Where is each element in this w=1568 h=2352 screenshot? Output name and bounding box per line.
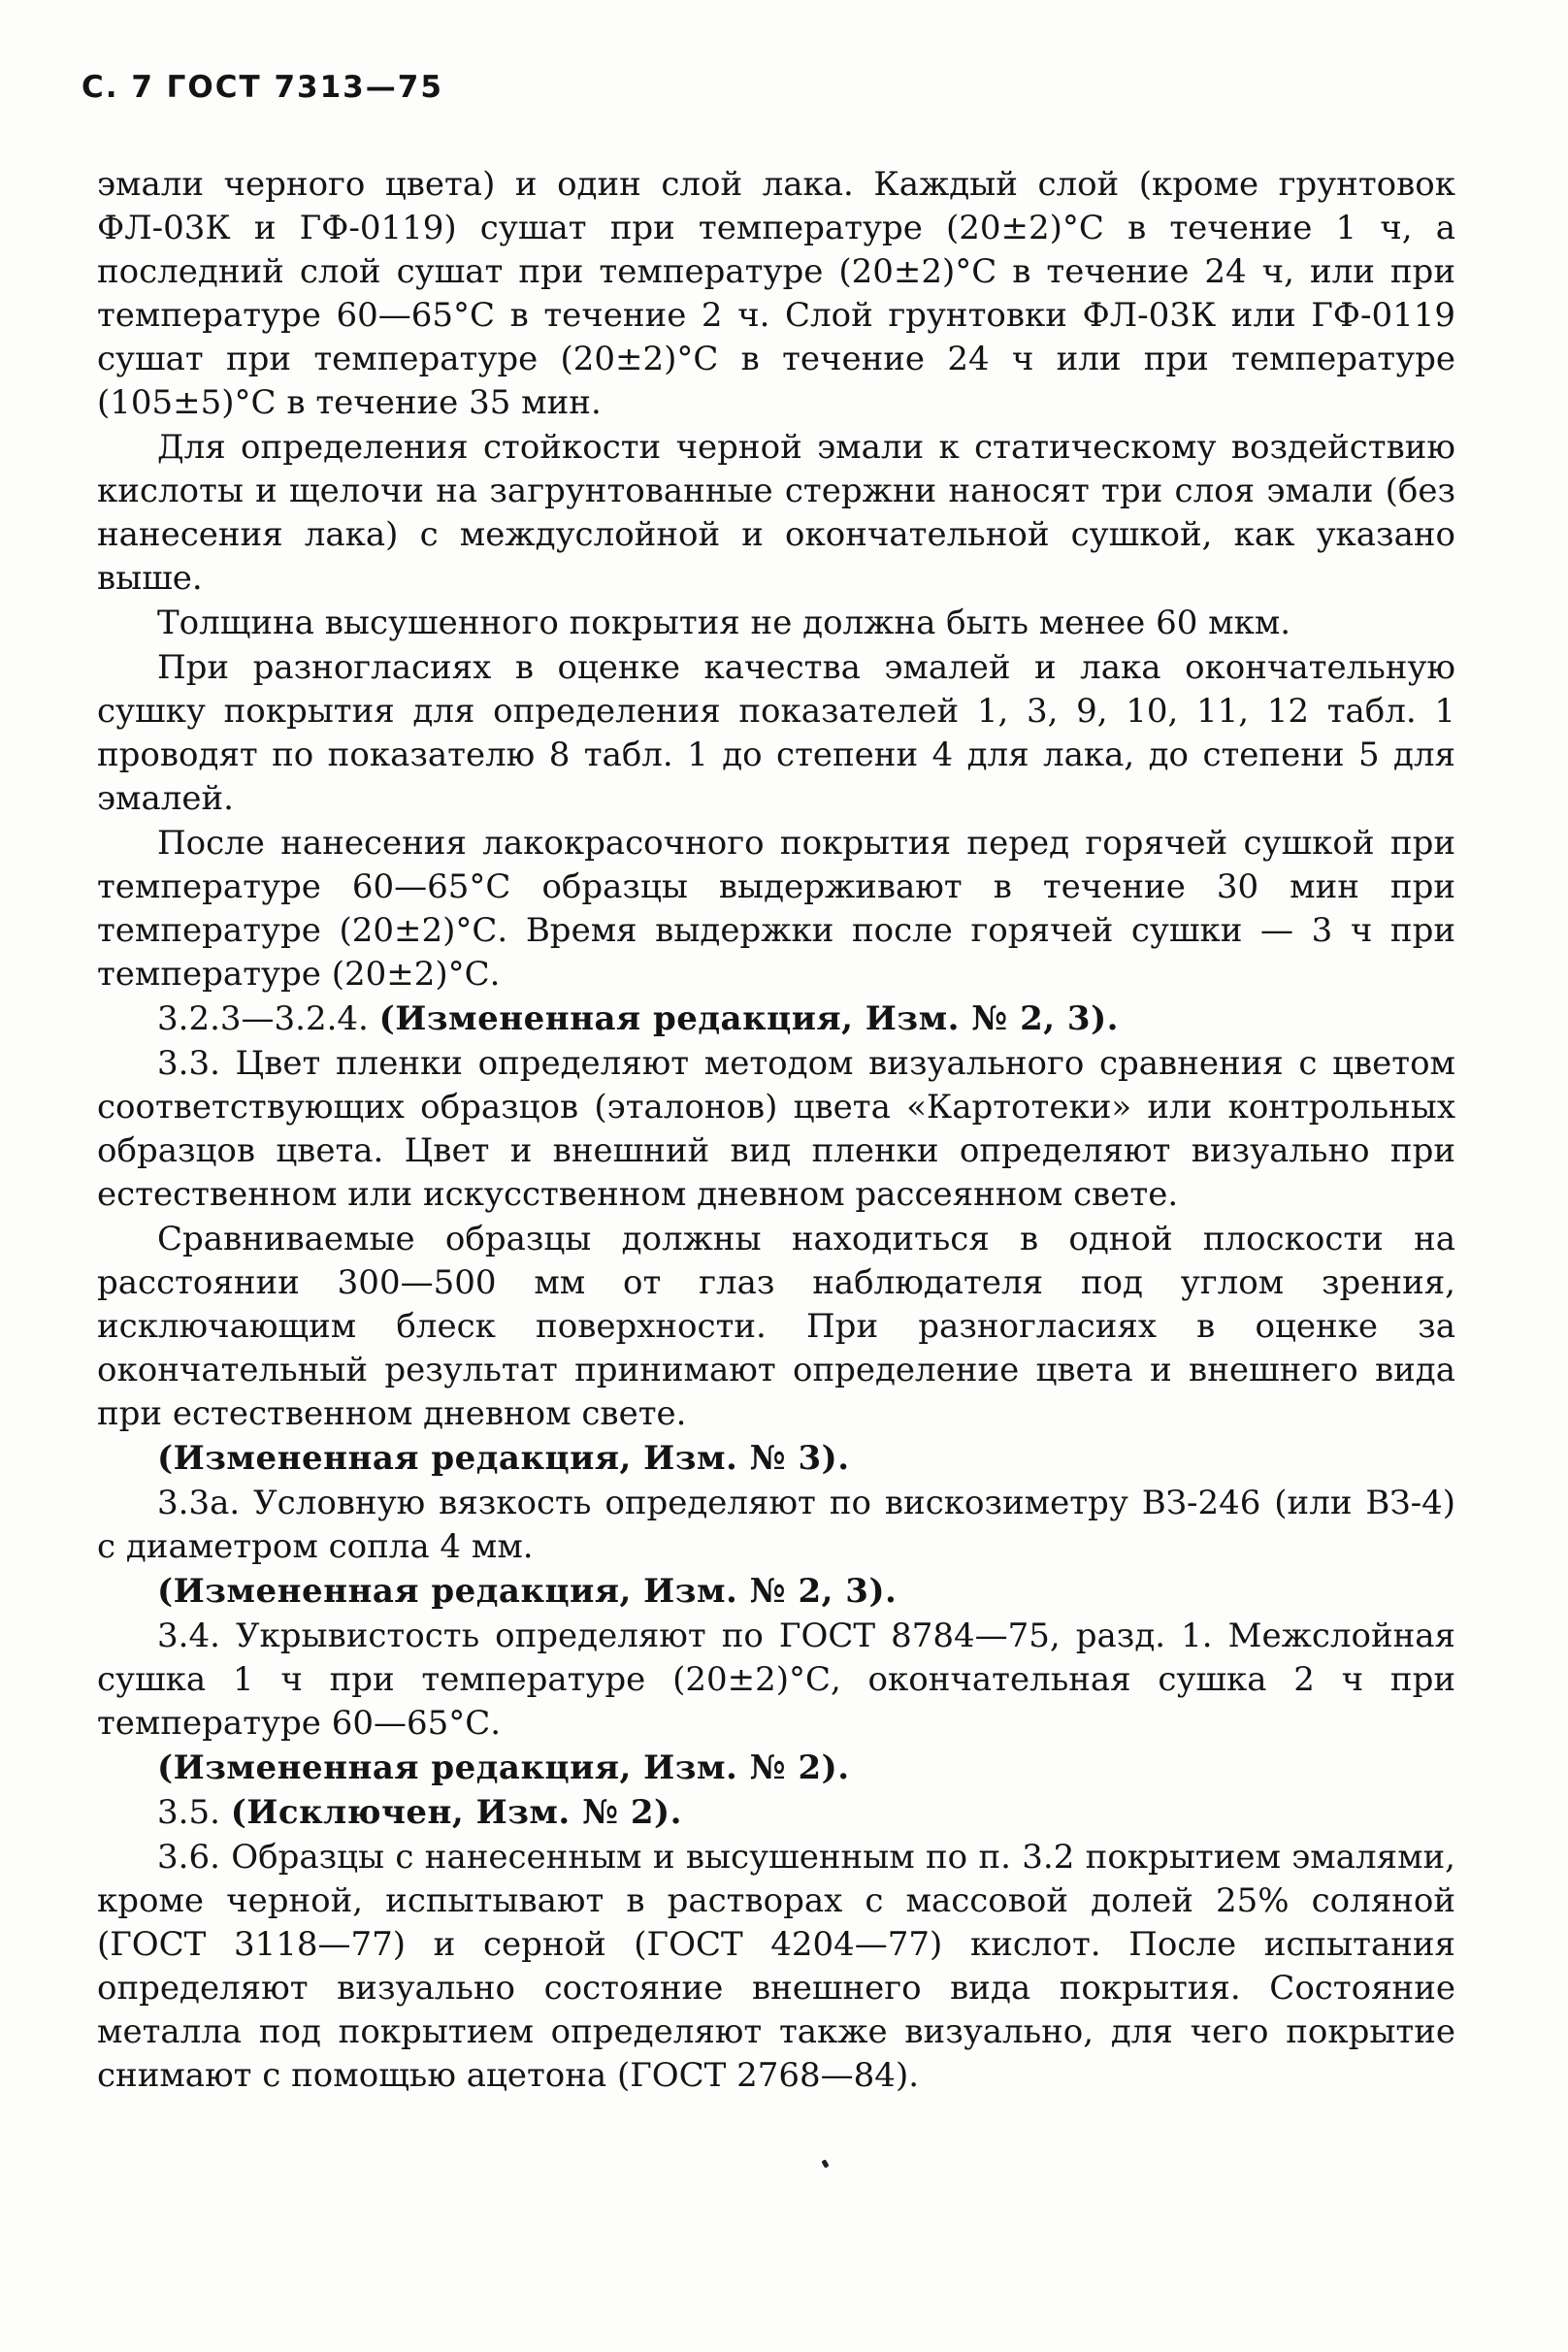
scan-speck bbox=[821, 2159, 829, 2168]
paragraph-black-enamel-resistance: Для определения стойкости черной эмали к статическому воздействию кислоты и щелочи на загрунтованные стержни наносят три слоя эмали (без нанесения лака) с междуслойной и окончательной сушкой, как указано выше. bbox=[97, 428, 1455, 598]
paragraph-coating-thickness: Толщина высушенного покрытия не должна быть менее 60 мкм. bbox=[157, 604, 1291, 642]
clause-3-4: 3.4. Укрывистость определяют по ГОСТ 8784—75, разд. 1. Межслойная сушка 1 ч при температуре (20±2)°С, окончательная сушка 2 ч при температуре 60—65°С. bbox=[97, 1617, 1455, 1743]
paragraph-continuation: эмали черного цвета) и один слой лака. Каждый слой (кроме грунтовок ФЛ-03К и ГФ-0119) сушат при температуре (20±2)°С в течение 1 ч, а последний слой сушат при температуре (20±2)°С в течение 24 ч, или при температуре 60—65°С в течение 2 ч. Слой грунтовки ФЛ-03К или ГФ-0119 сушат при температуре (20±2)°С в течение 24 ч или при температуре (105±5)°С в течение 35 мин. bbox=[97, 165, 1455, 422]
body-text bbox=[97, 163, 1455, 2098]
running-head: С. 7 ГОСТ 7313—75 bbox=[82, 70, 443, 105]
amendment-note-3-3: (Измененная редакция, Изм. № 3). bbox=[157, 1439, 850, 1478]
amendment-note-3-4: (Измененная редакция, Изм. № 2). bbox=[157, 1748, 850, 1787]
amendment-note-3-3a: (Измененная редакция, Изм. № 2, 3). bbox=[157, 1572, 898, 1611]
clause-3-3: 3.3. Цвет пленки определяют методом визуального сравнения с цветом соответствующих образцов (эталонов) цвета «Картотеки» или контрольных образцов цвета. Цвет и внешний вид пленки определяют визуально при естественном или искусственном дневном рассеянном свете. bbox=[97, 1044, 1455, 1214]
amendment-emphasis: (Измененная редакция, Изм. № 2, 3). bbox=[378, 999, 1120, 1038]
paragraph-disagreement-drying: При разногласиях в оценке качества эмалей и лака окончательную сушку покрытия для определения показателей 1, 3, 9, 10, 11, 12 табл. 1 проводят по показателю 8 табл. 1 до степени 4 для лака, до степени 5 для эмалей. bbox=[97, 648, 1455, 818]
paragraph-hot-drying: После нанесения лакокрасочного покрытия перед горячей сушкой при температуре 60—65°С образцы выдерживают в течение 30 мин при температуре (20±2)°С. Время выдержки после горячей сушки — 3 ч при температуре (20±2)°С. bbox=[97, 824, 1455, 994]
amendment-note-3-2-3: 3.2.3—3.2.4. (Измененная редакция, Изм. № 2, 3). bbox=[157, 999, 1120, 1038]
clause-3-3a: 3.3а. Условную вязкость определяют по вискозиметру ВЗ-246 (или ВЗ-4) с диаметром сопла 4 мм. bbox=[97, 1484, 1455, 1566]
clause-3-5: 3.5. (Исключен, Изм. № 2). bbox=[157, 1793, 682, 1832]
paragraph-comparison-conditions: Сравниваемые образцы должны находиться в одной плоскости на расстоянии 300—500 мм от глаз наблюдателя под углом зрения, исключающим блеск поверхности. При разногласиях в оценке за окончательный результат принимают определение цвета и внешнего вида при естественном дневном свете. bbox=[97, 1220, 1455, 1433]
clause-3-6: 3.6. Образцы с нанесенным и высушенным по п. 3.2 покрытием эмалями, кроме черной, испытывают в растворах с массовой долей 25% соляной (ГОСТ 3118—77) и серной (ГОСТ 4204—77) кислот. После испытания определяют визуально состояние внешнего вида покрытия. Состояние металла под покрытием определяют также визуально, для чего покрытие снимают с помощью ацетона (ГОСТ 2768—84). bbox=[97, 1838, 1455, 2095]
amendment-emphasis: (Исключен, Изм. № 2). bbox=[230, 1793, 682, 1832]
